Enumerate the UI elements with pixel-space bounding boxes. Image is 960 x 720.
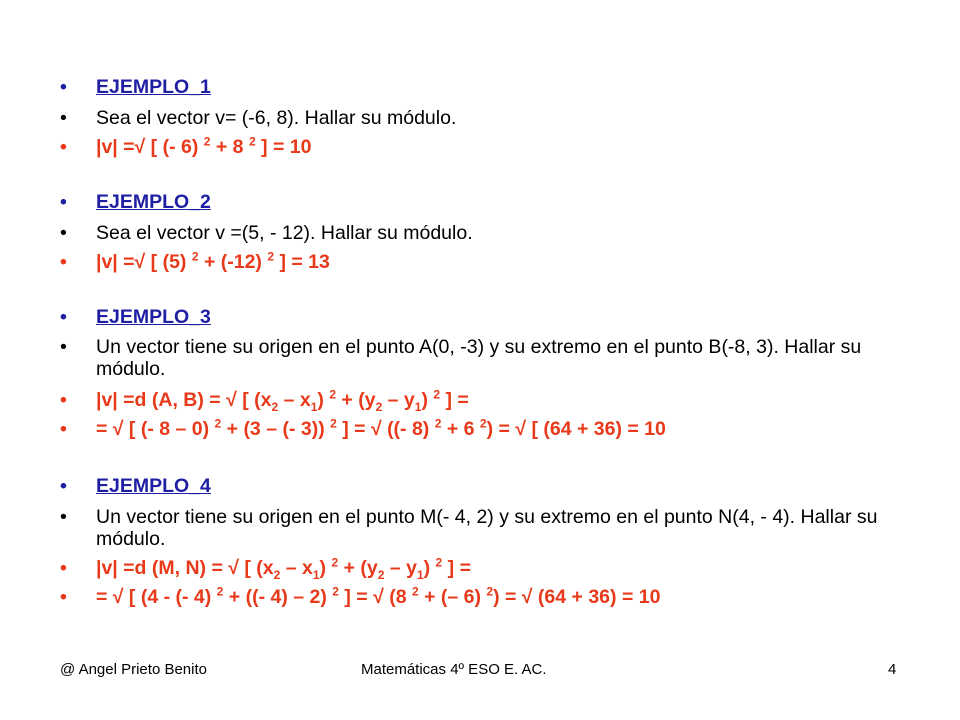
footer-course: Matemáticas 4º ESO E. AC. (361, 661, 547, 678)
example-1-title: EJEMPLO_1 (96, 76, 211, 98)
bullet: • (60, 506, 67, 528)
bullet: • (60, 586, 67, 608)
bullet: • (60, 336, 67, 358)
formula-text: = √ [ (4 - (- 4) $^2$ + ((- 4) – 2) $^2$ ] = √ (8 $^2$ + (– 6) $^2$) = √ (64 + 36) = 10 (96, 584, 661, 608)
formula-text: |v| =√ [ (- 6) $^2$ + 8 $^2$ ] = 10 (96, 134, 312, 158)
formula-text: |v| =d (M, N) = √ [ $(x_2 - x_1) ^2 + (y_2 - y_1)$ $^2$ ] = (96, 555, 471, 582)
formula-text: = √ [ (- 8 – 0) $^2$ + (3 – (- 3)) $^2$ ] = √ ((- 8) $^2$ + 6 $^2$) = √ [ (64 + 36) = 10 (96, 416, 666, 440)
footer-author: @ Angel Prieto Benito (60, 661, 207, 678)
bullet: • (60, 136, 67, 158)
bullet: • (60, 191, 67, 213)
footer-page-number: 4 (888, 661, 897, 678)
statement-text: Sea el vector v= (-6, 8). Hallar su módulo. (96, 107, 457, 129)
formula-text: |v| =d (A, B) = √ [ $(x_2 - x_1) ^2 + (y_2 - y_1)$ $^2$ ] = (96, 387, 469, 414)
bullet: • (60, 475, 67, 497)
bullet: • (60, 107, 67, 129)
statement-text: Un vector tiene su origen en el punto M(- 4, 2) y su extremo en el punto N(4, - 4). Hallar su módulo. (96, 506, 878, 550)
example-2-title: EJEMPLO_2 (96, 191, 211, 213)
bullet: • (60, 389, 67, 411)
bullet: • (60, 557, 67, 579)
statement-text: Sea el vector v =(5, - 12). Hallar su módulo. (96, 222, 473, 244)
statement-text: Un vector tiene su origen en el punto A(0, -3) y su extremo en el punto B(-8, 3). Hallar su módulo. (96, 336, 862, 380)
bullet: • (60, 222, 67, 244)
example-3-title: EJEMPLO_3 (96, 306, 211, 328)
bullet: • (60, 306, 67, 328)
formula-text: |v| =√ [ (5) $^2$ + (-12) $^2$ ] = 13 (96, 249, 330, 273)
example-4-title: EJEMPLO_4 (96, 475, 211, 497)
bullet: • (60, 418, 67, 440)
bullet: • (60, 76, 67, 98)
bullet: • (60, 251, 67, 273)
